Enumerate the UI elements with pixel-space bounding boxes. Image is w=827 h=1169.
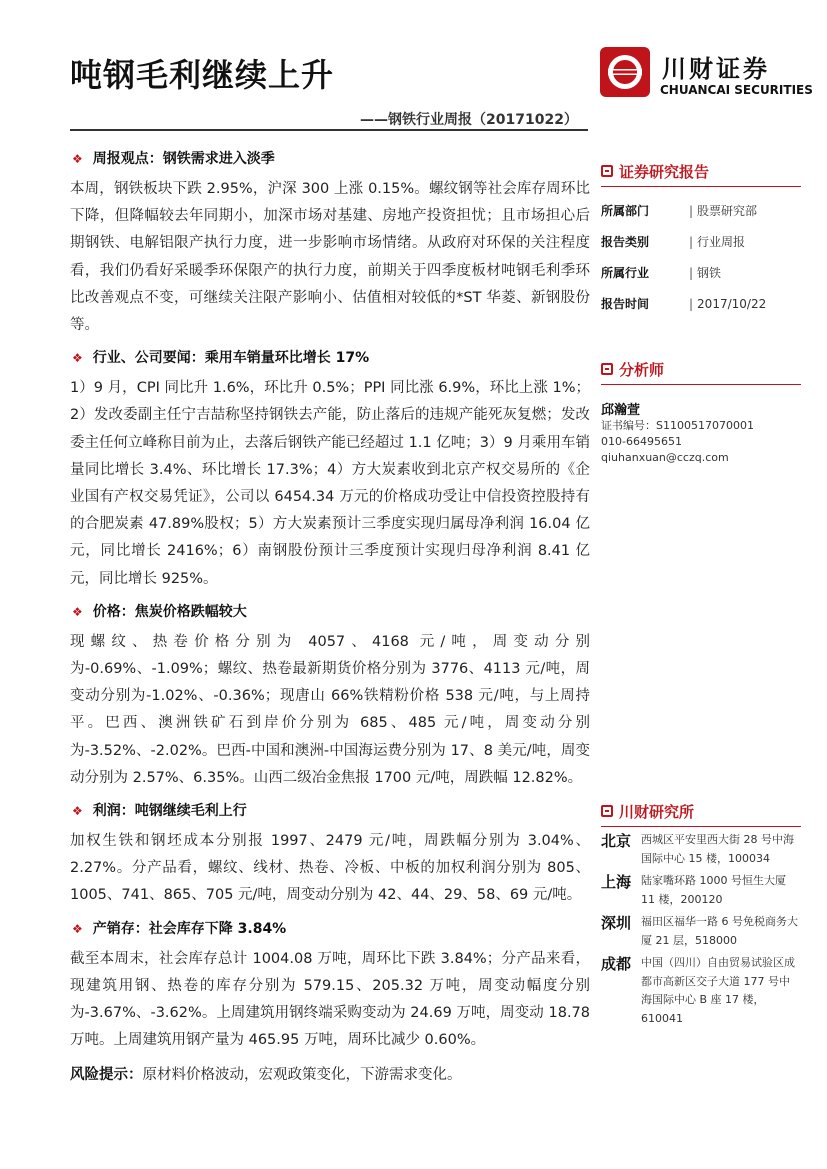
section-body: 现螺纹、热卷价格分别为 4057、4168 元/吨，周变动分别为-0.69%、-1.09%；螺纹、热卷最新期货价格分别为 3776、4113 元/吨，周变动分别为-1.02%、-0.36%；现唐山 66%铁精粉价格 538 元/吨，与上周持平。巴西、澳洲铁矿石到岸价分别为 685、485 元/吨，周变动分别为-3.52%、-2.02%。巴西-中国和澳洲-中国海运费分别为 17、8 美元/吨，周变动分别为 2.57%、6.35%。山西二级冶金焦报 1700 元/吨，周跌幅 12.82%。 [70, 633, 590, 786]
page-title: 吨钢毛利继续上升 [70, 56, 335, 94]
section-heading: ❖ 价格：焦炭价格跌幅较大 [72, 603, 247, 620]
report-info-panel [601, 160, 801, 319]
diamond-bullet-icon: ❖ [72, 351, 83, 366]
info-row-industry: 所属行业 | 钢铁 [601, 257, 801, 288]
info-row-report-type: 报告类别 | 行业周报 [601, 226, 801, 257]
logo-chinese-name: 川财证券 [662, 55, 770, 83]
report-icon [601, 165, 613, 177]
section-heading: ❖ 周报观点：钢铁需求进入淡季 [72, 151, 275, 167]
logo-english-name: CHUANCAI SECURITIES [660, 83, 813, 97]
section-profit [70, 800, 590, 910]
risk-label: 风险提示： [70, 1067, 143, 1084]
office-shanghai [601, 872, 801, 909]
risk-text: 原材料价格波动，宏观政策变化，下游需求变化。 [142, 1067, 462, 1084]
institute-icon [601, 805, 613, 817]
office-city: 深圳 [601, 914, 632, 932]
report-info-heading: 证券研究报告 [601, 160, 801, 182]
diamond-bullet-icon: ❖ [72, 152, 83, 166]
analyst-cert: 证书编号：S1100517070001 [601, 419, 754, 432]
analyst-icon [601, 363, 613, 375]
section-heading: ❖ 行业、公司要闻：乘用车销量环比增长 17% [72, 350, 370, 367]
office-address: 西城区平安里西大街 28 号中海国际中心 15 楼，100034 [641, 833, 794, 865]
analyst-heading: 分析师 [601, 358, 801, 380]
section-price [70, 601, 590, 792]
chuancai-logo-icon [600, 47, 650, 97]
sidebar-divider [601, 826, 801, 827]
office-address: 陆家嘴环路 1000 号恒生大厦 11 楼，200120 [641, 874, 786, 906]
office-address: 中国（四川）自由贸易试验区成都市高新区交子大道 177 号中海国际中心 B 座 17 楼，610041 [641, 956, 795, 1025]
office-shenzhen [601, 913, 801, 950]
section-body: 1）9 月，CPI 同比升 1.6%，环比升 0.5%；PPI 同比涨 6.9%，环比上涨 1%；2）发改委副主任宁吉喆称坚持钢铁去产能，防止落后的违规产能死灰复燃；发改委主任何立峰称目前为止，去落后钢铁产能已经超过 1.1 亿吨；3）9 月乘用车销量同比增长 3.4%、环比增长 17.3%；4）方大炭素收到北京产权交易所的《企业国有产权交易凭证》，公司以 6454.34 万元的价格成功受让中信投资控股持有的合肥炭素 47.89%股权；5）方大炭素预计三季度实现归属母净利润 16.04 亿元，同比增长 2416%；6）南钢股份预计三季度预计实现归母净利润 8.41 亿元，同比增长 925%。 [70, 380, 590, 587]
report-subtitle: ——钢铁行业周报（20171022） [360, 112, 578, 128]
office-city: 成都 [601, 955, 632, 973]
diamond-bullet-icon: ❖ [72, 804, 83, 819]
company-logo [600, 45, 813, 101]
section-body: 截至本周末，社会库存总计 1004.08 万吨，周环比下跌 3.84%；分产品来看，现建筑用钢、热卷的库存分别为 579.15、205.32 万吨，周变动幅度分别为-3.67%、-3.62%。上周建筑用钢终端采购变动为 24.69 万吨，周变动 18.78 万吨。上周建筑用钢产量为 465.95 万吨，周环比减少 0.60%。 [70, 950, 590, 1049]
sidebar-divider [601, 186, 801, 187]
analyst-panel [601, 358, 801, 466]
info-row-department: 所属部门 | 股票研究部 [601, 195, 801, 226]
section-body: 加权生铁和钢坯成本分别报 1997、2479 元/吨，周跌幅分别为 3.04%、2.27%。分产品看，螺纹、线材、热卷、冷板、中板的加权利润分别为 805、1005、741、865、705 元/吨，周变动分别为 42、44、29、58、69 元/吨。 [70, 833, 590, 904]
risk-warning [70, 1062, 590, 1089]
analyst-email[interactable]: qiuhanxuan@cczq.com [601, 451, 729, 464]
section-heading: ❖ 产销存：社会库存下降 3.84% [72, 920, 287, 937]
section-weekly-view [70, 148, 590, 339]
institute-heading: 川财研究所 [601, 800, 801, 822]
analyst-name: 邱瀚萱 [601, 403, 641, 418]
institute-panel [601, 800, 801, 1028]
section-body: 本周，钢铁板块下跌 2.95%，沪深 300 上涨 0.15%。螺纹钢等社会库存周环比下降，但降幅较去年同期小，加深市场对基建、房地产投资担忧；且市场担心后期钢铁、电解铝限产执行力度，进一步影响市场情绪。从政府对环保的关注程度看，我们仍看好采暖季环保限产的执行力度，前期关于四季度板材吨钢毛利季环比改善观点不变，可继续关注限产影响小、估值相对较低的*ST 华菱、新钢股份等。 [70, 181, 590, 334]
office-address: 福田区福华一路 6 号免税商务大厦 21 层，518000 [641, 915, 798, 947]
analyst-phone: 010-66495651 [601, 435, 682, 448]
header-divider [70, 129, 588, 131]
main-content [70, 148, 590, 1090]
office-chengdu [601, 954, 801, 1028]
office-city: 上海 [601, 873, 632, 891]
diamond-bullet-icon: ❖ [72, 604, 83, 619]
section-inventory [70, 918, 590, 1055]
info-row-date: 报告时间 | 2017/10/22 [601, 288, 801, 319]
office-beijing [601, 831, 801, 868]
diamond-bullet-icon: ❖ [72, 921, 83, 936]
office-city: 北京 [601, 832, 632, 850]
sidebar-divider [601, 384, 801, 385]
section-heading: ❖ 利润：吨钢继续毛利上行 [72, 803, 247, 820]
section-news [70, 347, 590, 593]
